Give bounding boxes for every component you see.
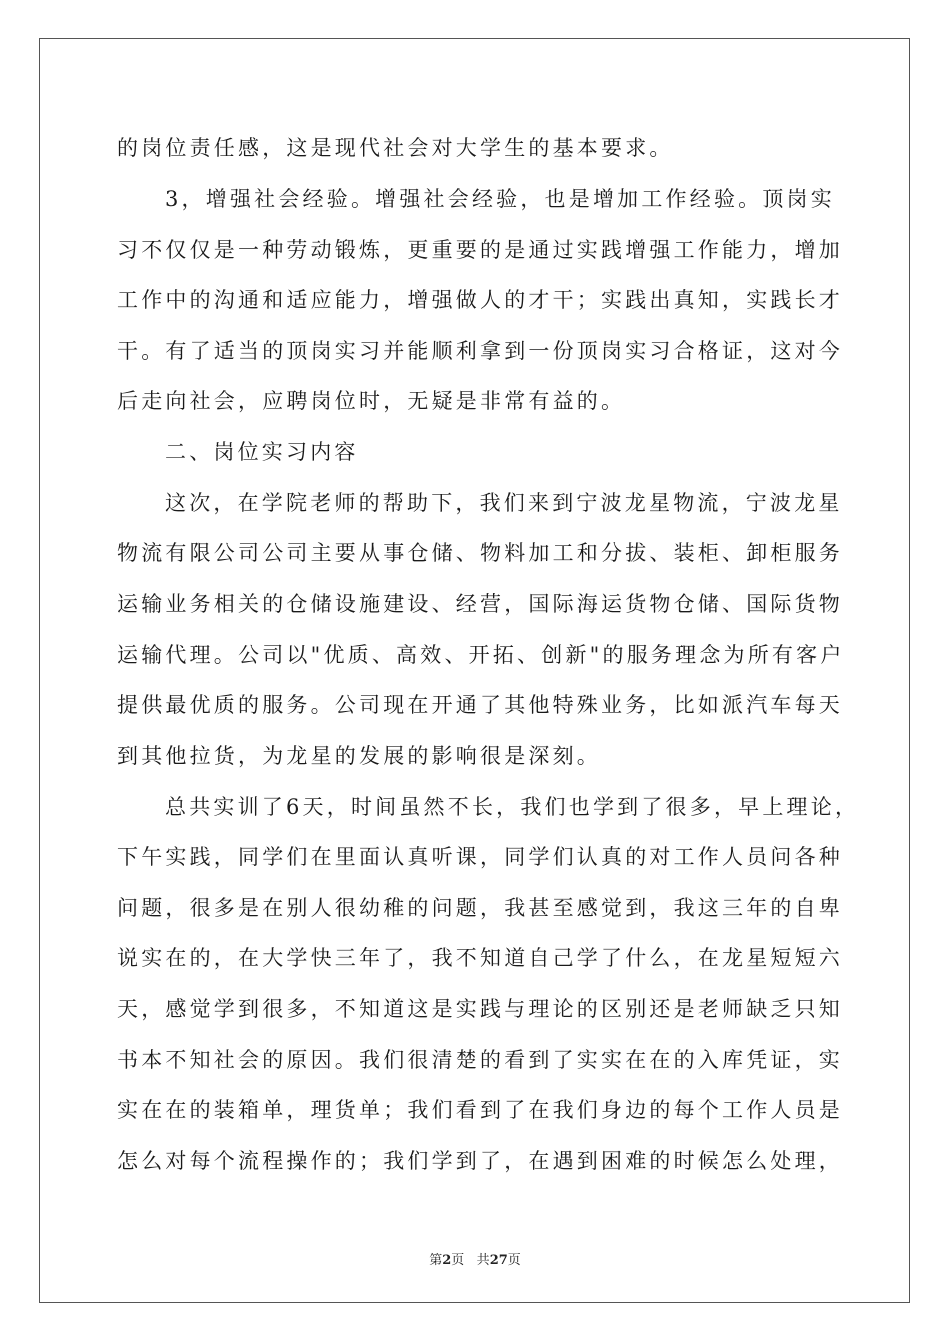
- text-line: 物流有限公司公司主要从事仓储、物料加工和分拔、装柜、卸柜服务: [117, 541, 843, 565]
- page-suffix: 页: [451, 1253, 465, 1268]
- text-line: 怎么对每个流程操作的；我们学到了，在遇到困难的时候怎么处理，: [117, 1149, 843, 1173]
- text-line: 下午实践，同学们在里面认真听课，同学们认真的对工作人员问各种: [117, 845, 843, 869]
- page-footer: [0, 1249, 950, 1268]
- text-line: 实在在的装箱单，理货单；我们看到了在我们身边的每个工作人员是: [117, 1098, 843, 1122]
- text-line: 这次，在学院老师的帮助下，我们来到宁波龙星物流，宁波龙星: [165, 491, 843, 515]
- text-line: 问题，很多是在别人很幼稚的问题，我甚至感觉到，我这三年的自卑: [117, 896, 843, 920]
- text-line: 总共实训了6天，时间虽然不长，我们也学到了很多，早上理论，: [165, 795, 860, 819]
- text-line: 干。有了适当的顶岗实习并能顺利拿到一份顶岗实习合格证，这对今: [117, 339, 843, 363]
- text-line: 到其他拉货，为龙星的发展的影响很是深刻。: [117, 744, 601, 768]
- total-prefix: 共: [476, 1253, 490, 1268]
- text-line: 运输业务相关的仓储设施建设、经营，国际海运货物仓储、国际货物: [117, 592, 843, 616]
- text-line: 工作中的沟通和适应能力，增强做人的才干；实践出真知，实践长才: [117, 288, 843, 312]
- text-line: 的岗位责任感，这是现代社会对大学生的基本要求。: [117, 136, 674, 160]
- text-line: 运输代理。公司以"优质、高效、开拓、创新"的服务理念为所有客户: [117, 643, 845, 667]
- total-suffix: 页: [507, 1253, 521, 1268]
- page-prefix: 第: [429, 1253, 443, 1268]
- total-pages: 27: [489, 1253, 508, 1268]
- text-line: 说实在的，在大学快三年了，我不知道自己学了什么，在龙星短短六: [117, 946, 843, 970]
- text-line: 3，增强社会经验。增强社会经验，也是增加工作经验。顶岗实: [165, 187, 835, 211]
- text-line: 后走向社会，应聘岗位时，无疑是非常有益的。: [117, 389, 626, 413]
- text-line: 天，感觉学到很多，不知道这是实践与理论的区别还是老师缺乏只知: [117, 997, 843, 1021]
- text-line: 提供最优质的服务。公司现在开通了其他特殊业务，比如派汽车每天: [117, 693, 843, 717]
- text-line: 书本不知社会的原因。我们很清楚的看到了实实在在的入库凭证，实: [117, 1048, 843, 1072]
- text-line: 习不仅仅是一种劳动锻炼，更重要的是通过实践增强工作能力，增加: [117, 238, 843, 262]
- section-heading: 二、岗位实习内容: [165, 440, 359, 464]
- page-number: 2: [442, 1253, 452, 1268]
